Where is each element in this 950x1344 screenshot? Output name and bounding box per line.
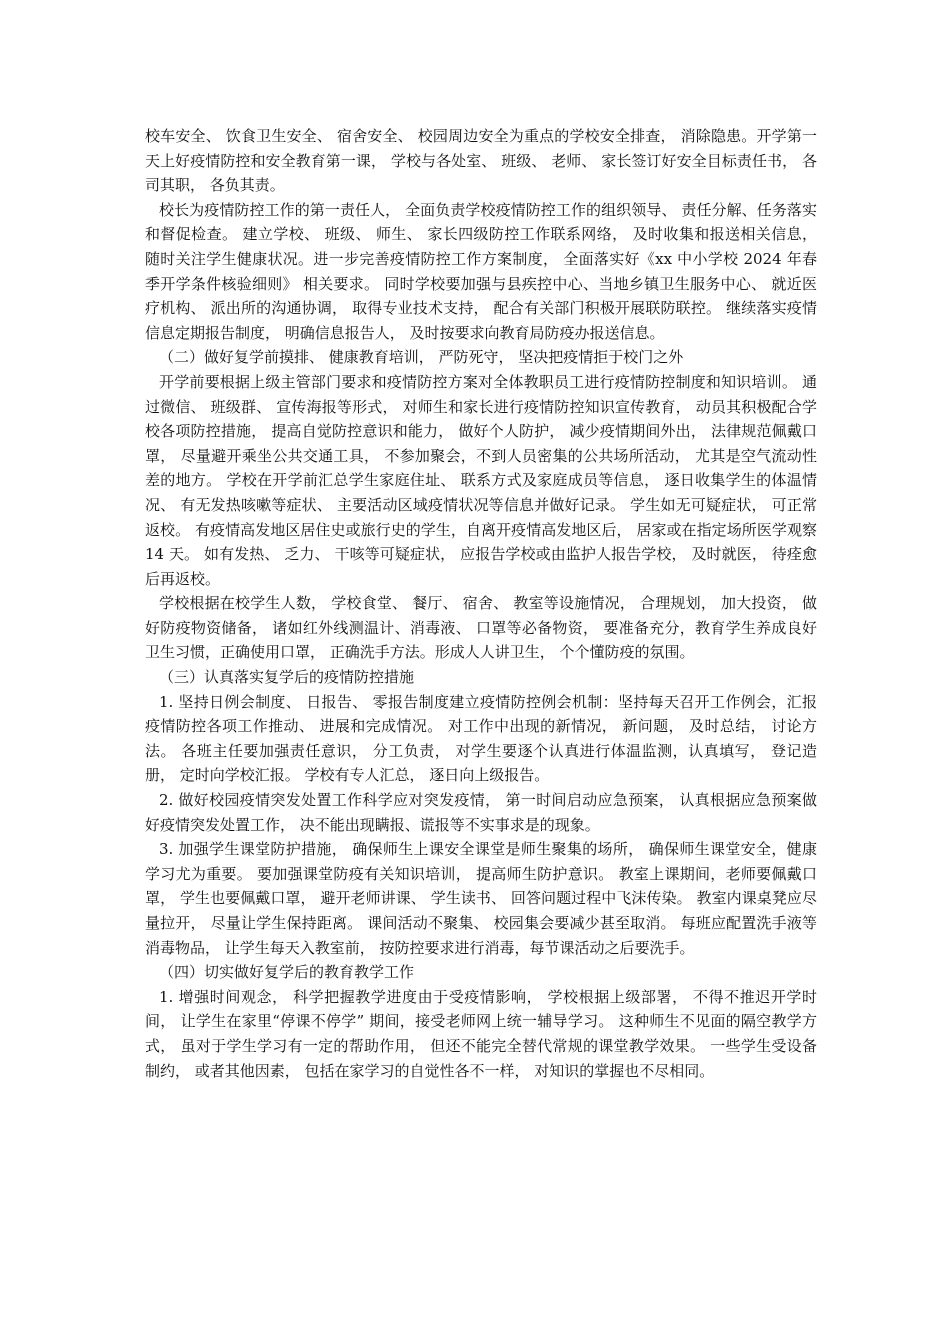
paragraph: 1. 增强时间观念， 科学把握教学进度由于受疫情影响， 学校根据上级部署， 不得不推迟开学时间， 让学生在家里“停课不停学” 期间，接受老师网上统一辅导学习。 这种师生不见面的隔空教学方式， 虽对于学生学习有一定的帮助作用， 但还不能完全替代常规的课堂教学效果。 一些学生受设备制约， 或者其他因素， 包括在家学习的自觉性各不一样， 对知识的掌握也不尽相同。 [145,987,817,1080]
paragraph: 学校根据在校学生人数， 学校食堂、 餐厅、 宿舍、 教室等设施情况， 合理规划， 加大投资， 做好防疫物资储备， 诸如红外线测温计、消毒液、 口罩等必备物资， 要准备充分，教育学生养成良好卫生习惯，正确使用口罩， 正确洗手方法。形成人人讲卫生， 个个懂防疫的氛围。 [145,594,817,662]
section-heading: （三）认真落实复学后的疫情防控措施 [159,668,415,687]
paragraph: 1. 坚持日例会制度、 日报告、 零报告制度建立疫情防控例会机制：坚持每天召开工作例会，汇报疫情防控各项工作推动、 进展和完成情况。 对工作中出现的新情况， 新问题， 及时总结， 讨论方法。 各班主任要加强责任意识， 分工负责， 对学生要逐个认真进行体温监测，认真填写， 登记造册， 定时向学校汇报。 学校有专人汇总， 逐日向上级报告。 [145,692,817,785]
section-heading: （二）做好复学前摸排、 健康教育培训， 严防死守， 坚决把疫情拒于校门之外 [159,348,684,367]
paragraph: 开学前要根据上级主管部门要求和疫情防控方案对全体教职员工进行疫情防控制度和知识培训。 通过微信、 班级群、 宣传海报等形式， 对师生和家长进行疫情防控知识宣传教育， 动员其积极配合学校各项防控措施， 提高自觉防控意识和能力， 做好个人防护， 减少疫情期间外出， 法律规范佩戴口罩， 尽量避开乘坐公共交通工具， 不参加聚会，不到人员密集的公共场所活动， 尤其是空气流动性差的地方。 学校在开学前汇总学生家庭住址、 联系方式及家庭成员等信息， 逐日收集学生的体温情况、 有无发热咳嗽等症状、 主要活动区域疫情状况等信息并做好记录。 学生如无可疑症状， 可正常返校。 有疫情高发地区居住史或旅行史的学生，自离开疫情高发地区后， 居家或在指定场所医学观察 14 天。 如有发热、 乏力、 干咳等可疑症状， 应报告学校或由监护人报告学校， 及时就医， 待痊愈后再返校。 [145,372,817,588]
paragraph: 校车安全、 饮食卫生安全、 宿舍安全、 校园周边安全为重点的学校安全排查， 消除隐患。开学第一天上好疫情防控和安全教育第一课， 学校与各处室、 班级、 老师、 家长签订好安全目标责任书， 各司其职， 各负其责。 [145,127,817,195]
document-body [145,124,817,1083]
paragraph: 2. 做好校园疫情突发处置工作科学应对突发疫情， 第一时间启动应急预案， 认真根据应急预案做好疫情突发处置工作， 决不能出现瞒报、谎报等不实事求是的现象。 [145,791,817,834]
section-heading: （四）切实做好复学后的教育教学工作 [159,963,415,982]
paragraph: 校长为疫情防控工作的第一责任人， 全面负责学校疫情防控工作的组织领导、 责任分解、任务落实和督促检查。 建立学校、 班级、 师生、 家长四级防控工作联系网络， 及时收集和报送相关信息， 随时关注学生健康状况。进一步完善疫情防控工作方案制度， 全面落实好《xx 中小学校 2024 年春季开学条件核验细则》 相关要求。 同时学校要加强与县疾控中心、当地乡镇卫生服务中心、 就近医疗机构、 派出所的沟通协调， 取得专业技术支持， 配合有关部门积极开展联防联控。 继续落实疫情信息定期报告制度， 明确信息报告人， 及时按要求向教育局防疫办报送信息。 [145,200,817,342]
paragraph: 3. 加强学生课堂防护措施， 确保师生上课安全课堂是师生聚集的场所， 确保师生课堂安全，健康学习尤为重要。 要加强课堂防疫有关知识培训， 提高师生防护意识。 教室上课期间，老师要佩戴口罩， 学生也要佩戴口罩， 避开老师讲课、 学生读书、 回答问题过程中飞沫传染。 教室内课桌凳应尽量拉开， 尽量让学生保持距离。 课间活动不聚集、 校园集会要减少甚至取消。 每班应配置洗手液等消毒物品， 让学生每天入教室前， 按防控要求进行消毒，每节课活动之后要洗手。 [145,840,817,957]
